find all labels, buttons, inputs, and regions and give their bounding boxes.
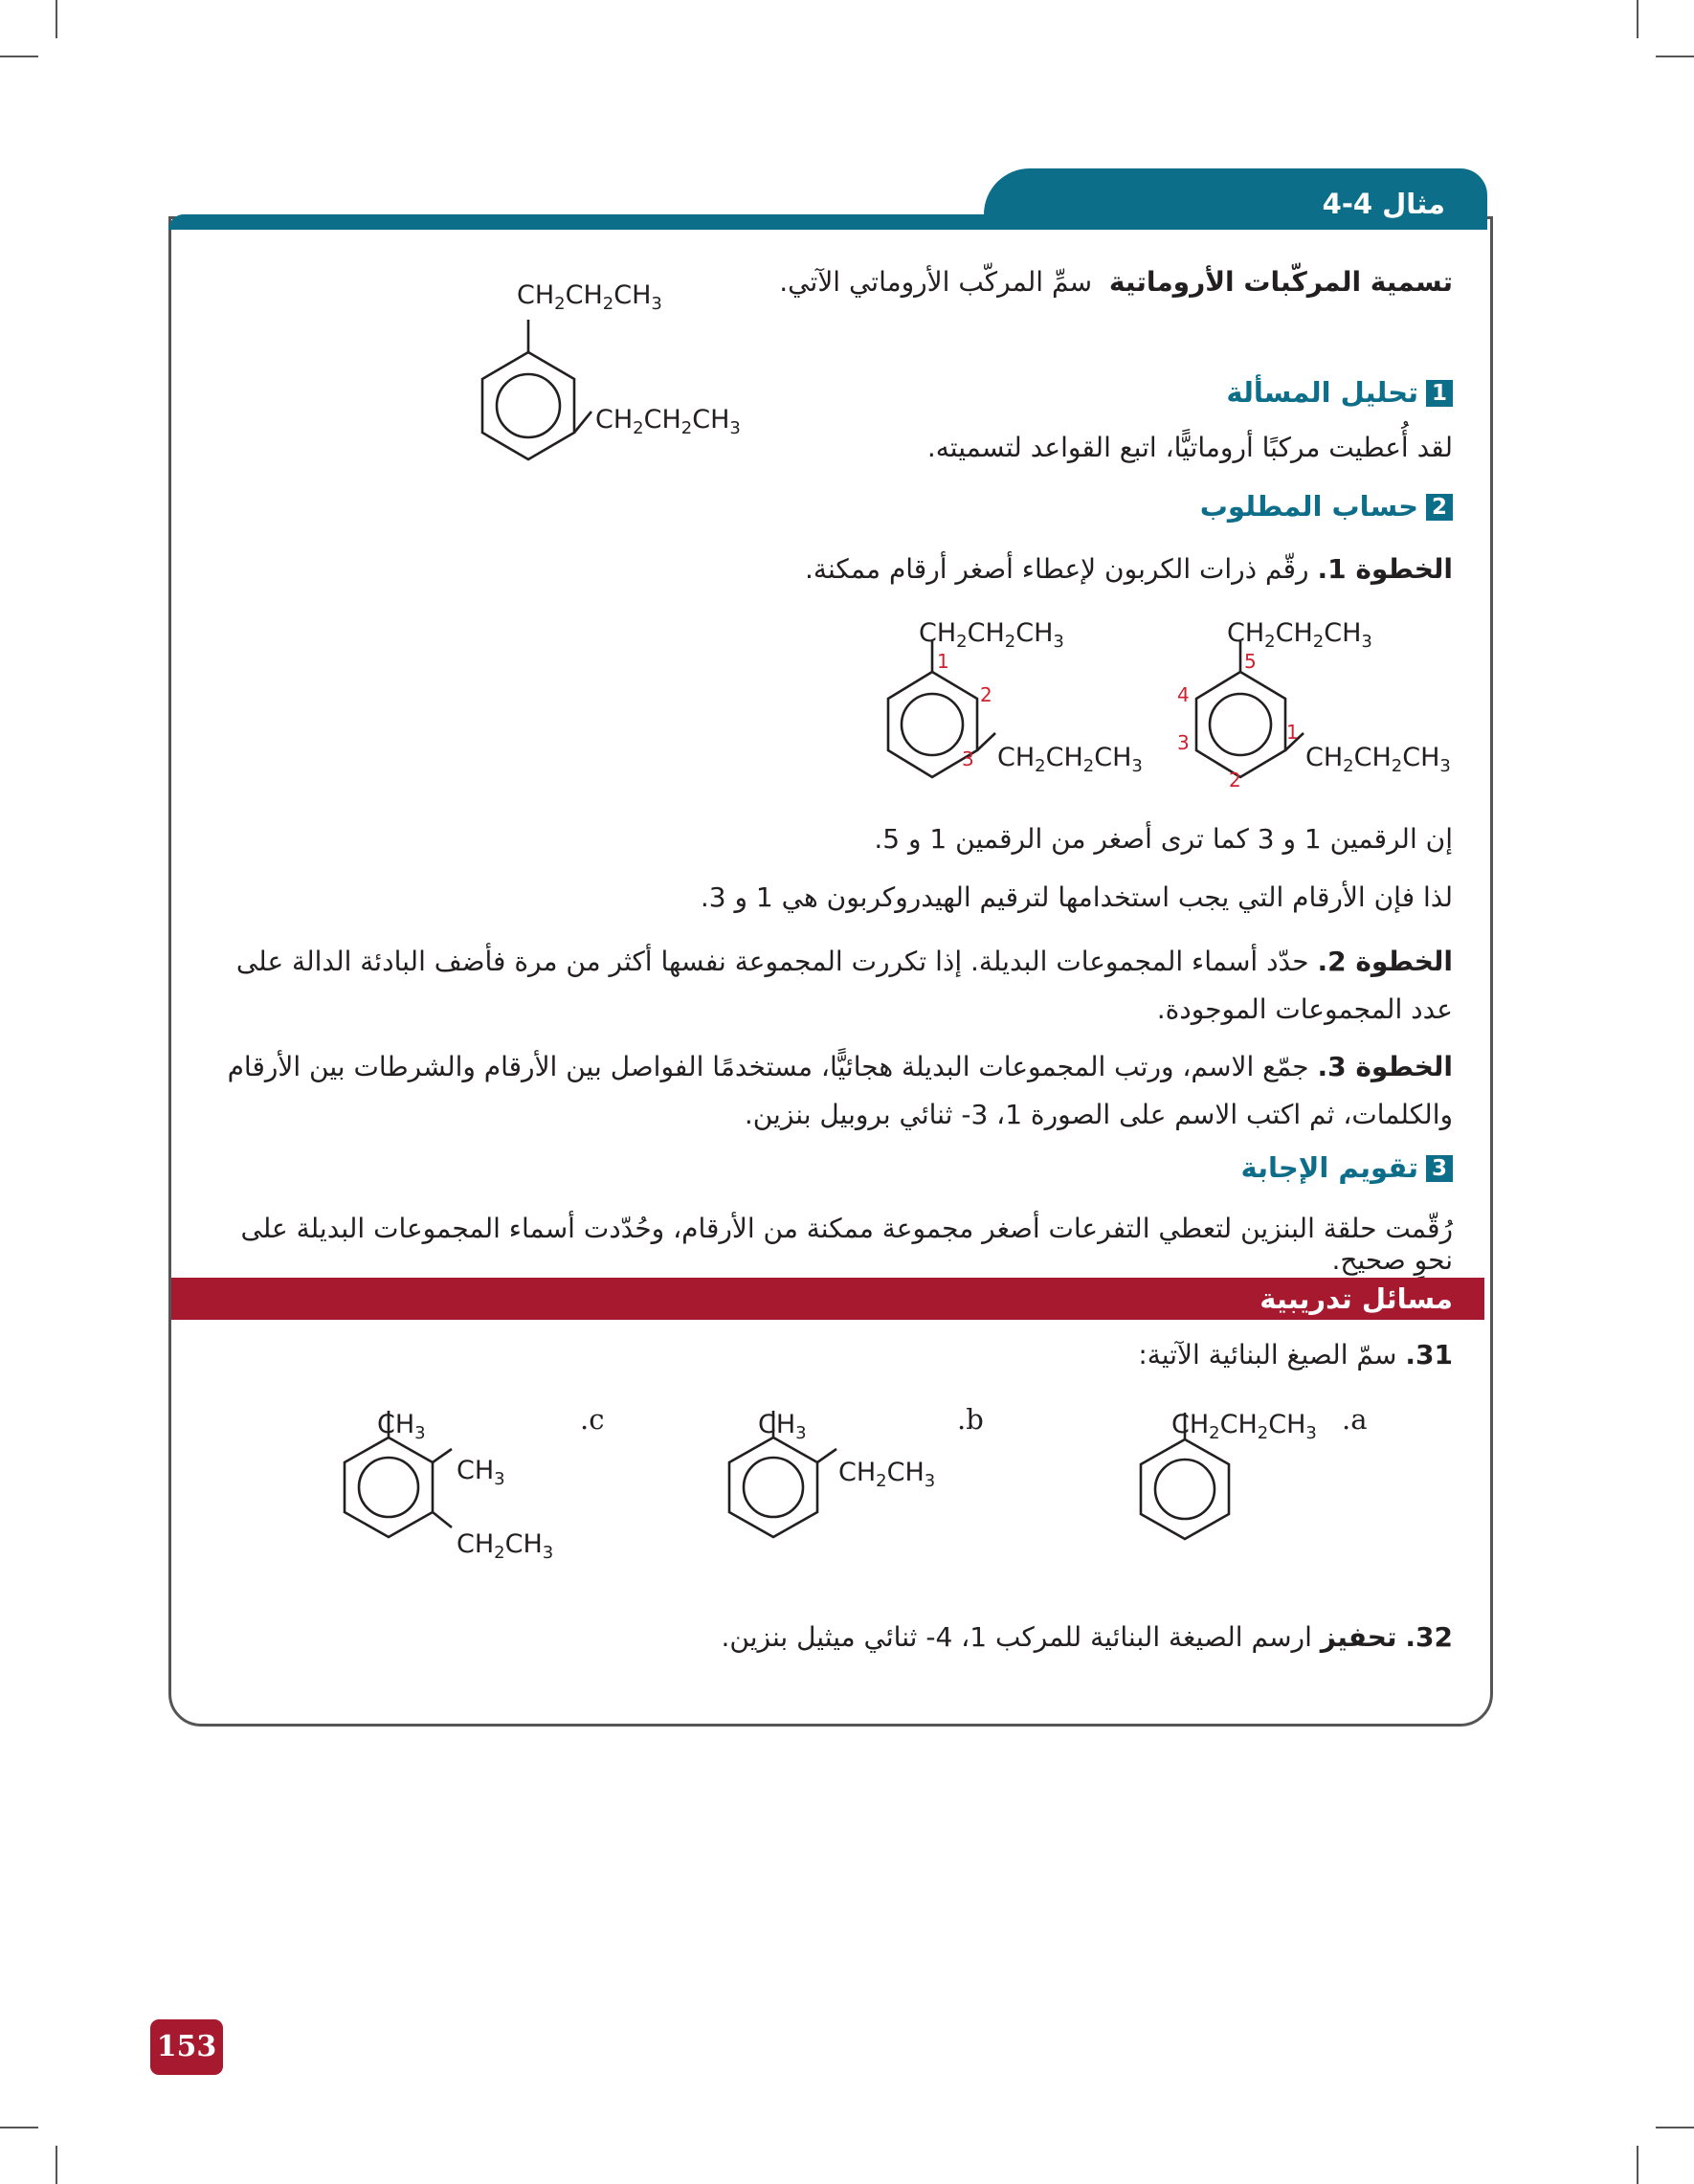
section-1-title: تحليل المسألة — [1226, 376, 1418, 409]
practice-title: مسائل تدريبية — [1259, 1282, 1453, 1315]
intro-bold: تسمية المركّبات الأروماتية — [1108, 266, 1453, 298]
section-3-title: تقويم الإجابة — [1240, 1151, 1418, 1184]
step-1 — [805, 553, 1453, 585]
question-32-label: تحفيز — [1320, 1621, 1397, 1653]
propyl-label: $CH_2CH_2CH_3$ — [1227, 618, 1372, 652]
section-number-box: 3 — [1426, 1155, 1453, 1182]
carbon-number: 4 — [1177, 683, 1190, 706]
step-3-label: الخطوة 3. — [1317, 1051, 1453, 1082]
question-32-number: 32. — [1405, 1621, 1453, 1653]
step-3 — [203, 1043, 1453, 1139]
option-c-label: .c — [580, 1403, 605, 1436]
propyl-label: $CH_2CH_2CH_3$ — [1305, 743, 1451, 776]
carbon-number: 2 — [980, 683, 992, 706]
crop-mark — [0, 56, 38, 57]
crop-mark — [1637, 0, 1638, 38]
carbon-number: 1 — [937, 650, 949, 673]
step-3-text: جمّع الاسم، ورتب المجموعات البديلة هجائيًّا، مستخدمًا الفواصل بين الأرقام والشرطات بين الأرقام والكلمات، ثم اكتب الاسم على الصورة 1، 3- ثنائي بروبيل بنزين. — [227, 1051, 1453, 1130]
crop-mark — [1656, 2127, 1694, 2128]
example-title: مثال 4-4 — [1322, 188, 1445, 220]
propyl-label: $CH_2CH_2CH_3$ — [1171, 1410, 1317, 1443]
question-31-text: سمّ الصيغ البنائية الآتية: — [1138, 1339, 1397, 1371]
question-32 — [721, 1621, 1453, 1653]
intro-text: سمِّ المركّب الأروماتي الآتي. — [779, 266, 1093, 298]
question-31-number: 31. — [1405, 1339, 1453, 1371]
step-2 — [203, 938, 1453, 1034]
crop-mark — [1656, 56, 1694, 57]
methyl-label: $CH_3$ — [758, 1410, 807, 1443]
option-a-label: .a — [1342, 1403, 1368, 1436]
crop-mark — [1637, 2146, 1638, 2184]
paragraph-a: إن الرقمين 1 و 3 كما ترى أصغر من الرقمين 1 و 5. — [874, 823, 1453, 855]
methyl-label: $CH_3$ — [457, 1456, 505, 1489]
paragraph-b: لذا فإن الأرقام التي يجب استخدامها لترقيم الهيدروكربون هي 1 و 3. — [700, 881, 1453, 913]
crop-mark — [56, 2146, 57, 2184]
propyl-label: $CH_2CH_2CH_3$ — [997, 743, 1143, 776]
carbon-number: 3 — [1177, 731, 1190, 754]
propyl-label: $CH_2CH_2CH_3$ — [595, 405, 741, 438]
methyl-label: $CH_3$ — [377, 1410, 426, 1443]
carbon-number: 3 — [962, 747, 974, 770]
section-3-text: رُقّمت حلقة البنزين لتعطي التفرعات أصغر مجموعة ممكنة من الأرقام، وحُدّدت أسماء المجموعات البديلة على نحوٍ صحيح. — [240, 1213, 1453, 1276]
step-2-text: حدّد أسماء المجموعات البديلة. إذا تكررت المجموعة نفسها أكثر من مرة فأضف البادئة الدالة على عدد المجموعات الموجودة. — [235, 946, 1453, 1025]
propyl-label: $CH_2CH_2CH_3$ — [919, 618, 1064, 652]
section-number-box: 2 — [1426, 494, 1453, 521]
crop-mark — [0, 2127, 38, 2128]
ethyl-label: $CH_2CH_3$ — [457, 1529, 554, 1563]
page-number: 153 — [150, 2019, 223, 2075]
step-1-label: الخطوة 1. — [1317, 553, 1453, 585]
section-1-heading — [1226, 376, 1453, 409]
crop-mark — [56, 0, 57, 38]
carbon-number: 5 — [1244, 650, 1257, 673]
section-1-text: لقد أُعطيت مركبًا أروماتيًّا، اتبع القواعد لتسميته. — [926, 432, 1453, 463]
question-31 — [1138, 1339, 1453, 1371]
carbon-number: 1 — [1286, 721, 1299, 744]
section-2-heading — [1200, 490, 1453, 523]
carbon-number: 2 — [1229, 769, 1241, 791]
option-b-label: .b — [957, 1403, 984, 1436]
intro-line — [779, 266, 1453, 298]
question-32-text: ارسم الصيغة البنائية للمركب 1، 4- ثنائي ميثيل بنزين. — [721, 1621, 1312, 1653]
section-2-title: حساب المطلوب — [1199, 490, 1418, 523]
section-number-box: 1 — [1426, 380, 1453, 407]
section-3-heading — [1241, 1151, 1453, 1184]
step-1-text: رقّم ذرات الكربون لإعطاء أصغر أرقام ممكنة. — [805, 553, 1309, 585]
ethyl-label: $CH_2CH_3$ — [838, 1458, 936, 1491]
propyl-label: $CH_2CH_2CH_3$ — [517, 280, 662, 314]
step-2-label: الخطوة 2. — [1317, 946, 1453, 977]
